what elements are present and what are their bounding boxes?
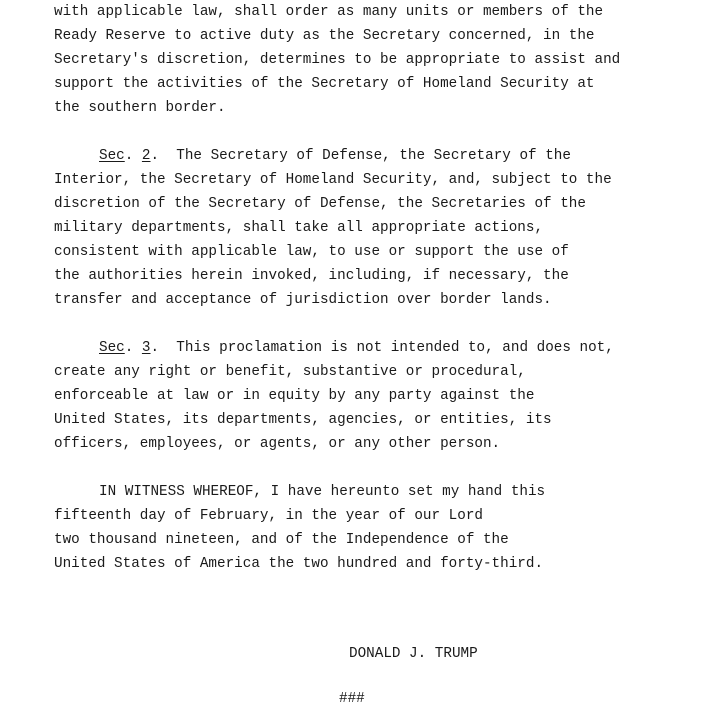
sec3-label: Sec xyxy=(99,340,125,356)
sec2-line: military departments, shall take all appropriate actions, xyxy=(54,220,544,236)
sec3-line: United States, its departments, agencies, or entities, its xyxy=(54,412,552,428)
sec2-label: Sec xyxy=(99,148,125,164)
sec2-first-line: The Secretary of Defense, the Secretary of the xyxy=(159,148,571,164)
sec3-line: create any right or benefit, substantive or procedural, xyxy=(54,364,526,380)
sec2-number: 2 xyxy=(141,148,151,164)
sec2-line: Interior, the Secretary of Homeland Security, and, subject to the xyxy=(54,172,612,188)
witness-line: two thousand nineteen, and of the Independence of the xyxy=(54,532,509,548)
intro-line: with applicable law, shall order as many units or members of the xyxy=(54,4,604,20)
sec2-line: the authorities herein invoked, including, if necessary, the xyxy=(54,268,569,284)
end-mark: ### xyxy=(339,691,365,707)
signature: DONALD J. TRUMP xyxy=(349,646,478,662)
sec3-line: enforceable at law or in equity by any party against the xyxy=(54,388,535,404)
witness-line: fifteenth day of February, in the year of our Lord xyxy=(54,508,483,524)
witness-line: United States of America the two hundred and forty-third. xyxy=(54,556,544,572)
witness-first-line: IN WITNESS WHEREOF, I have hereunto set my hand this xyxy=(99,484,546,500)
sec3-number: 3 xyxy=(141,340,151,356)
sec2-heading-line: Sec. 2. The Secretary of Defense, the Secretary of the xyxy=(99,148,571,164)
intro-line: the southern border. xyxy=(54,100,226,116)
intro-line: support the activities of the Secretary of Homeland Security at xyxy=(54,76,595,92)
sec2-line: consistent with applicable law, to use or support the use of xyxy=(54,244,569,260)
intro-line: Ready Reserve to active duty as the Secretary concerned, in the xyxy=(54,28,595,44)
sec3-heading-line: Sec. 3. This proclamation is not intended to, and does not, xyxy=(99,340,614,356)
sec3-line: officers, employees, or agents, or any other person. xyxy=(54,436,501,452)
sec2-line: discretion of the Secretary of Defense, the Secretaries of the xyxy=(54,196,586,212)
sec2-line: transfer and acceptance of jurisdiction over border lands. xyxy=(54,292,552,308)
intro-line: Secretary's discretion, determines to be appropriate to assist and xyxy=(54,52,621,68)
sec3-first-line: This proclamation is not intended to, and does not, xyxy=(159,340,614,356)
